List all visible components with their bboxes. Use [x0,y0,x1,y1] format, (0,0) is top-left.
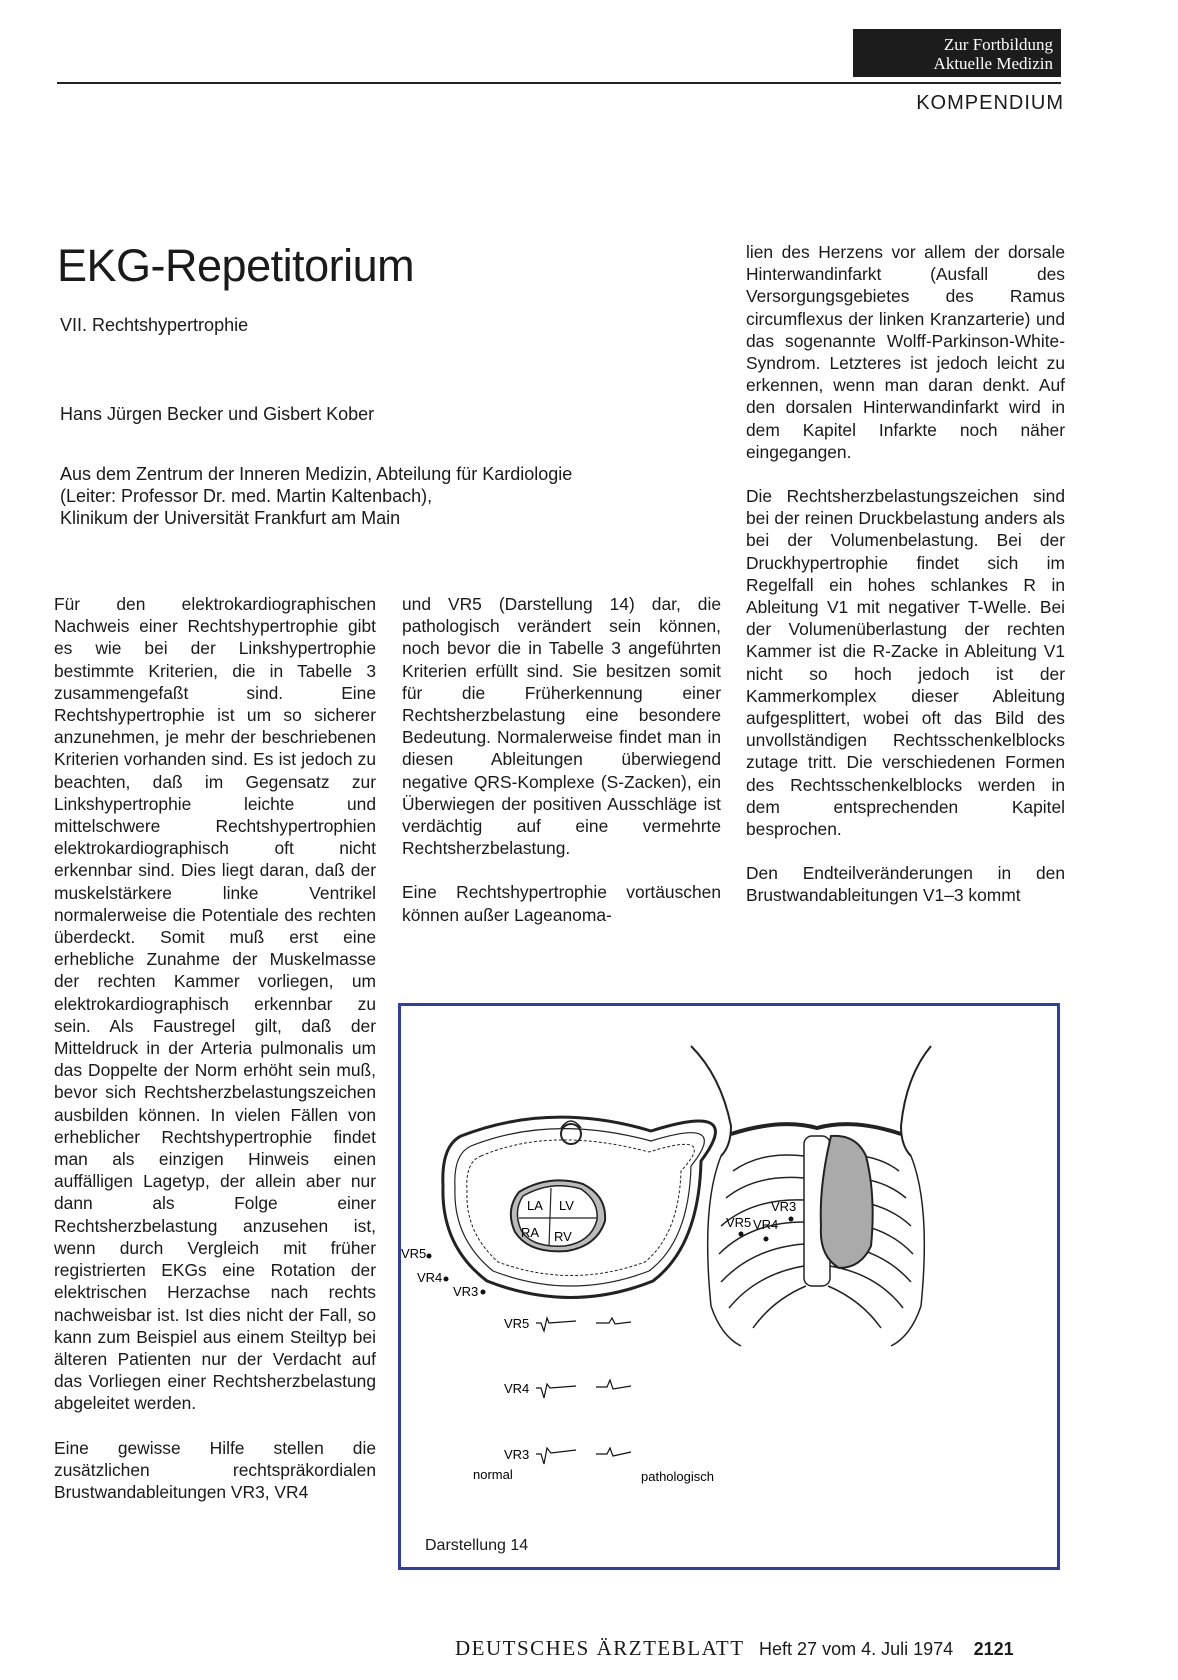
ekg-traces [536,1318,631,1464]
label-pathologic: pathologisch [641,1469,714,1484]
electrode-dot [444,1277,449,1282]
article-subtitle: VII. Rechtshypertrophie [60,315,249,335]
paragraph: und VR5 (Darstellung 14) dar, die pathologisch verändert sein können, noch bevor die in Tabelle 3 angeführten Kriterien erfüllt sind. Sie besitzen somit für die Früherkennung einer Rechtsherzbelastung eine besondere Bedeutung. Normalerweise findet man in diesen Ableitungen überwiegend negative QRS-Komplexe (S-Zacken), ein Überwiegen der positiven Ausschläge ist verdächtig auf eine vermehrte Rechtsherzbelastung. [402,594,721,859]
trace-normal-vr3 [536,1448,576,1464]
paragraph: Für den elektrokardiographischen Nachweis einer Rechtshypertrophie gibt es wie bei der Linkshypertrophie bestimmte Kriterien, die in Tabelle 3 zusammengefaßt sind. Eine Rechtshypertrophie ist um so sicherer anzunehmen, je mehr der beschriebenen Kriterien vorhanden sind. Es ist jedoch zu beachten, daß im Gegensatz zur Linkshypertrophie leichte und mittelschwere Rechtshypertrophien elektrokardiographisch oft nicht erkennbar sind. Dies liegt daran, daß der muskelstärkere linke Ventrikel normalerweise die Potentiale des rechten überdeckt. Somit muß erst eine erhebliche Zunahme der Muskelmasse der rechten Kammer vorliegen, um elektrokardiographisch erkennbar zu sein. Als Faustregel gilt, daß der Mitteldruck in der Arteria pulmonalis um das Doppelte der Norm erhöht sein muß, bevor sich Rechtsherzbelastungszeichen ausbilden können. In vielen Fällen von erheblicher Rechtshypertrophie findet man als einzigen Hinweis einen auffälligen Lagetyp, der allein aber nur dann als Folge einer Rechtsherzbelastung anzusehen ist, wenn durch Vergleich mit früher registrierten EKGs eine Rotation der elektrischen Herzachse nach rechts nachweisbar ist. Ist dies nicht der Fall, so kann zum Beispiel aus einem Steiltyp bei älteren Patienten nur der Verdacht auf das Vorliegen einer Rechtsherzbelastung abgeleitet werden. [54,594,376,1414]
paragraph: Eine Rechtshypertrophie vortäuschen können außer Lageanoma- [402,882,721,925]
heart-shadow [821,1136,873,1268]
affiliation-line: Aus dem Zentrum der Inneren Medizin, Abteilung für Kardiologie [60,464,573,484]
badge-line-2: Aktuelle Medizin [933,54,1053,73]
badge-line-1: Zur Fortbildung [943,35,1053,54]
trace-label-vr5: VR5 [504,1316,530,1331]
journal-name: DEUTSCHES ÄRZTEBLATT [455,1636,745,1660]
issue-info: Heft 27 vom 4. Juli 1974 [759,1639,954,1659]
label-normal: normal [473,1467,513,1482]
page-number: 2121 [973,1639,1014,1659]
header-rule [57,82,1061,84]
article-title: EKG-Repetitorium [57,240,415,291]
chest-label-vr3: VR3 [771,1199,797,1214]
thorax-cross-section [443,1117,716,1297]
author-affiliation [60,463,572,529]
chamber-label-la: LA [527,1198,543,1213]
paragraph: Eine gewisse Hilfe stellen die zusätzlichen rechtspräkordialen Brustwandableitungen VR3, VR4 [54,1437,376,1502]
electrode-label-vr5: VR5 [401,1246,427,1261]
affiliation-line: Klinikum der Universität Frankfurt am Main [60,508,401,528]
chamber-label-ra: RA [521,1225,540,1240]
chamber-label-rv: RV [554,1229,572,1244]
text-column-3 [746,241,1065,929]
article-authors: Hans Jürgen Becker und Gisbert Kober [60,404,375,424]
paragraph: Die Rechtsherzbelastungszeichen sind bei der reinen Druckbelastung anders als bei der Volumenbelastung. Bei der Druckhypertrophie findet sich im Regelfall ein hohes schlankes R in Ableitung V1 mit negativer T-Welle. Bei der Volumenüberlastung der rechten Kammer ist die R-Zacke in Ableitung V1 nicht so hoch jedoch ist der Kammerkomplex dieser Ableitung aufgesplittert, wobei oft das Bild des unvollständigen Rechtsschenkelblocks zutage tritt. Die verschiedenen Formen des Rechtsschenkelblocks werden in dem entsprechenden Kapitel besprochen. [746,486,1065,840]
affiliation-line: (Leiter: Professor Dr. med. Martin Kaltenbach), [60,486,433,506]
electrode-dot [427,1254,432,1259]
trace-normal-vr4 [536,1384,576,1398]
chest-label-vr5: VR5 [726,1215,752,1230]
text-column-1 [54,593,376,1525]
paragraph: lien des Herzens vor allem der dorsale Hinterwandinfarkt (Ausfall des Versorgungsgebietes des Ramus circumflexus der linken Kranzarterie) und das sogenannte Wolff-Parkinson-White-Syndrom. Letzteres ist jedoch leicht zu erkennen, wenn man daran denkt. Auf den dorsalen Hinterwandinfarkt wird in dem Kapitel Infarkte noch näher eingegangen. [746,242,1065,462]
electrode-label-vr4: VR4 [417,1270,443,1285]
chest-rib-cage [691,1046,931,1346]
trace-patho-vr5 [596,1318,631,1324]
chamber-label-lv: LV [559,1198,574,1213]
electrode-dot [764,1237,769,1242]
figure-frame [398,1003,1060,1570]
page-footer [455,1636,1014,1661]
trace-label-vr3: VR3 [504,1447,530,1462]
section-badge [853,29,1061,77]
trace-label-vr4: VR4 [504,1381,530,1396]
text-column-2 [402,593,721,948]
electrode-dot [789,1217,794,1222]
electrode-dot [481,1290,486,1295]
section-label: KOMPENDIUM [916,92,1064,114]
figure-caption: Darstellung 14 [425,1537,529,1554]
chest-label-vr4: VR4 [753,1217,779,1232]
electrode-label-vr3: VR3 [453,1284,479,1299]
trace-patho-vr4 [596,1380,631,1389]
ekg-illustration [401,1006,1057,1567]
paragraph: Den Endteilveränderungen in den Brustwandableitungen V1–3 kommt [746,863,1065,906]
trace-normal-vr5 [536,1318,576,1331]
trace-patho-vr3 [596,1448,631,1456]
electrode-dot [739,1232,744,1237]
